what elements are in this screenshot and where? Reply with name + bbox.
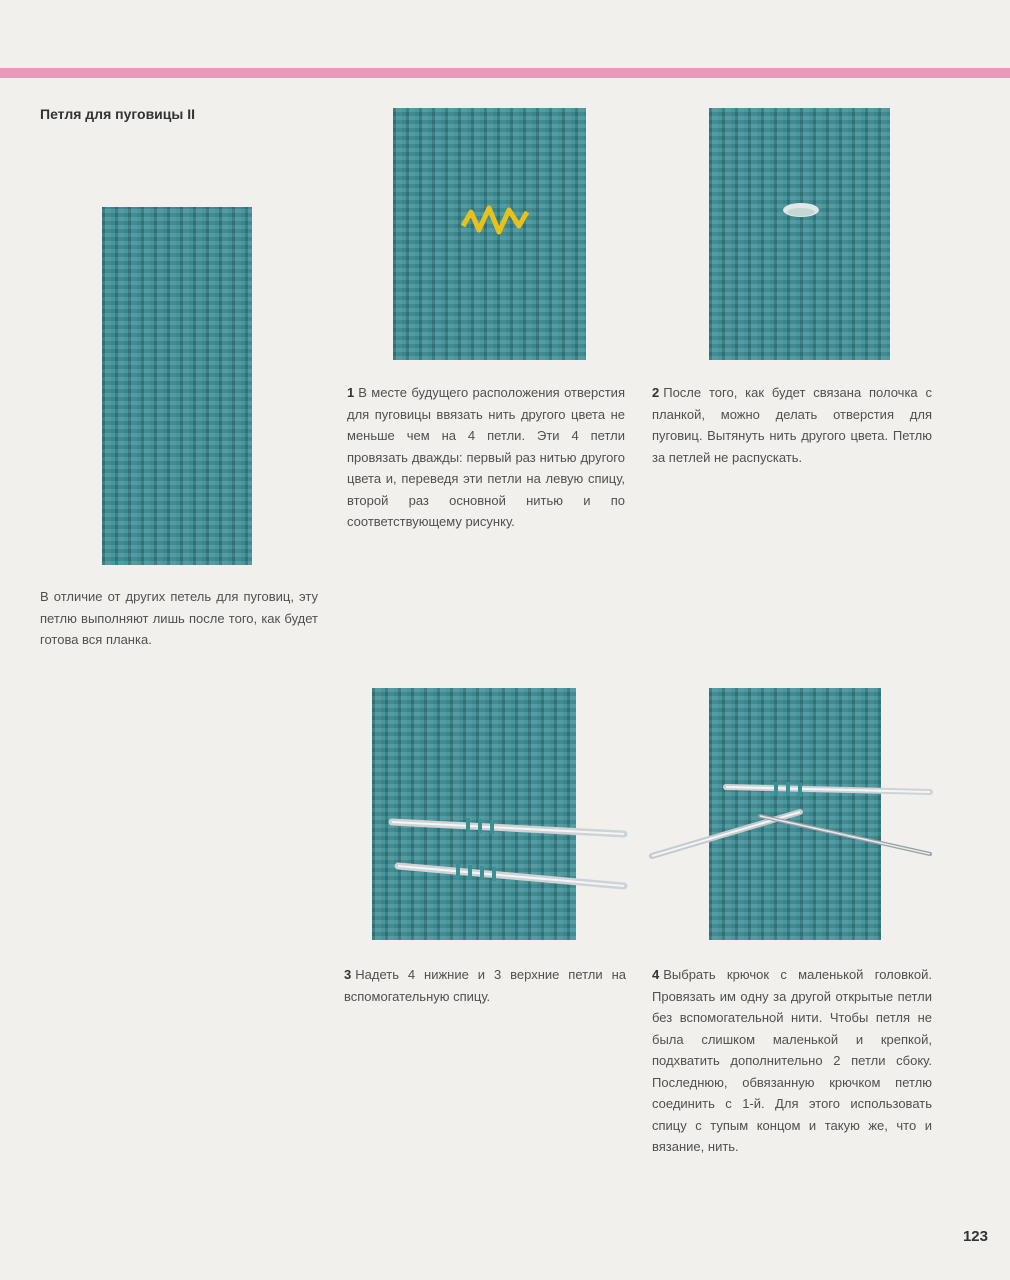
step-text: Выбрать крючок с маленькой головкой. Провязать им одну за другой открытые петли без вспомогательной нити. Чтобы петля не была слишком маленькой и крепкой, подхватить дополнительно 2 петли сбоку. Последнюю, обвязанную крючком петлю соединить с 1-й. Для этого использовать спицу с тупым концом и такую же, что и вязание, нить. — [652, 967, 932, 1154]
step-number: 4 — [652, 967, 660, 982]
step-text: В месте будущего расположения отверстия для пуговицы ввязать нить другого цвета не меньше чем на 4 петли. Эти 4 петли провязать дважды: первый раз нитью другого цвета и, переведя эти петли на левую спицу, второй раз основной нитью и по соответствующему рисунку. — [347, 385, 625, 529]
step-number: 3 — [344, 967, 352, 982]
step-4-caption — [652, 964, 932, 1158]
intro-caption: В отличие от других петель для пуговиц, эту петлю выполняют лишь после того, как будет готова вся планка. — [40, 589, 318, 647]
step-number: 1 — [347, 385, 355, 400]
step-number: 2 — [652, 385, 660, 400]
section-title: Петля для пуговицы II — [40, 106, 196, 122]
step-text: Надеть 4 нижние и 3 верхние петли на вспомогательную спицу. — [344, 967, 626, 1004]
page-number: 123 — [962, 1228, 988, 1245]
step-text: После того, как будет связана полочка с планкой, можно делать отверстия для пуговиц. Вытянуть нить другого цвета. Петлю за петлей не распускать. — [652, 385, 932, 465]
